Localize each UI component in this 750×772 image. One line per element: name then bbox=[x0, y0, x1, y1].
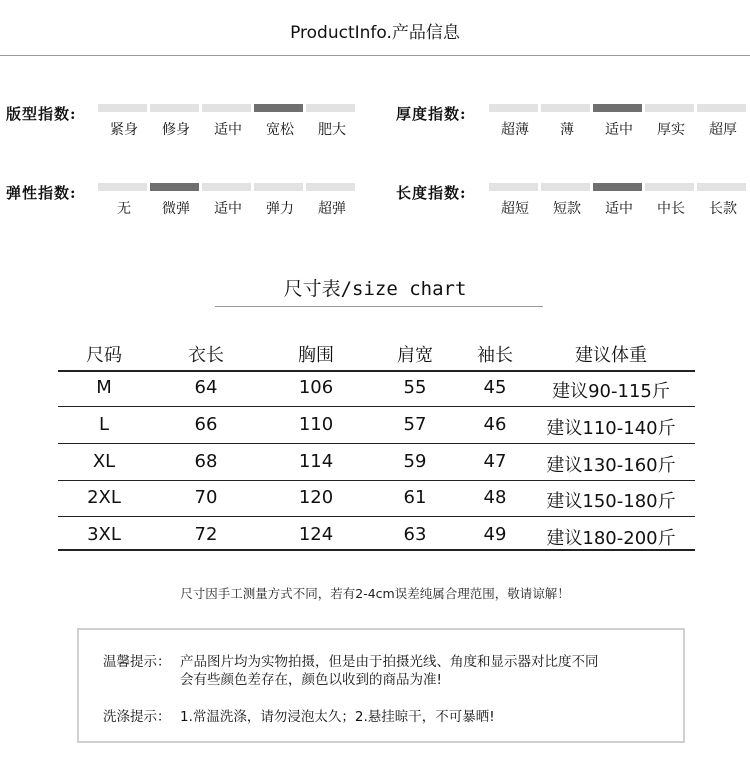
page-title: ProductInfo.产品信息 bbox=[290, 23, 460, 43]
elasticity-index-label: 弹性指数: bbox=[6, 184, 77, 202]
table-cell-size: 2XL bbox=[87, 487, 121, 508]
table-cell: 120 bbox=[298, 487, 334, 508]
fit-segment-3 bbox=[202, 104, 251, 112]
table-cell-weight: 建议180-200斤 bbox=[546, 528, 676, 549]
table-cell: 55 bbox=[403, 377, 427, 398]
table-cell: 114 bbox=[298, 451, 334, 472]
table-header-weight: 建议体重 bbox=[575, 345, 647, 366]
thickness-segment-4 bbox=[645, 104, 694, 112]
length-segment-3-selected bbox=[593, 183, 642, 191]
table-cell: 57 bbox=[403, 414, 427, 435]
table-cell: 66 bbox=[194, 414, 218, 435]
length-index-label: 长度指数: bbox=[396, 184, 467, 202]
table-rule bbox=[58, 370, 695, 372]
table-cell: 124 bbox=[298, 524, 334, 545]
table-cell-size: L bbox=[98, 414, 110, 435]
thickness-option-selected: 适中 bbox=[605, 122, 633, 138]
table-cell: 45 bbox=[483, 377, 507, 398]
table-rule bbox=[58, 549, 695, 551]
length-option: 中长 bbox=[657, 201, 685, 217]
thickness-option: 厚实 bbox=[657, 122, 685, 138]
fit-segment-4-selected bbox=[254, 104, 303, 112]
table-cell: 47 bbox=[483, 451, 507, 472]
thickness-segment-3-selected bbox=[593, 104, 642, 112]
table-cell: 72 bbox=[194, 524, 218, 545]
table-cell-size: M bbox=[96, 377, 112, 398]
elasticity-segment-5 bbox=[306, 183, 355, 191]
table-cell-weight: 建议130-160斤 bbox=[546, 455, 676, 476]
wash-text: 1.常温洗涤，请勿浸泡太久；2.悬挂晾干，不可暴晒! bbox=[180, 709, 495, 725]
table-header-length: 衣长 bbox=[188, 345, 224, 366]
table-cell: 48 bbox=[483, 487, 507, 508]
fit-segment-2 bbox=[150, 104, 199, 112]
table-cell-weight: 建议110-140斤 bbox=[546, 418, 676, 439]
table-header-chest: 胸围 bbox=[298, 345, 334, 366]
table-header-sleeve: 袖长 bbox=[477, 345, 513, 366]
length-option: 短款 bbox=[553, 201, 581, 217]
reminder-text-line1: 产品图片均为实物拍摄，但是由于拍摄光线、角度和显示器对比度不同 bbox=[180, 654, 599, 670]
table-cell: 49 bbox=[483, 524, 507, 545]
fit-option: 紧身 bbox=[110, 122, 138, 138]
size-chart-title-underline bbox=[215, 306, 543, 307]
thickness-segment-2 bbox=[541, 104, 590, 112]
length-segment-2 bbox=[541, 183, 590, 191]
length-option: 长款 bbox=[709, 201, 737, 217]
table-cell: 63 bbox=[403, 524, 427, 545]
elasticity-segment-1 bbox=[98, 183, 147, 191]
table-cell-weight: 建议90-115斤 bbox=[552, 381, 670, 402]
fit-option: 适中 bbox=[214, 122, 242, 138]
table-cell: 61 bbox=[403, 487, 427, 508]
elasticity-segment-4 bbox=[254, 183, 303, 191]
elasticity-segment-2-selected bbox=[150, 183, 199, 191]
table-rule bbox=[58, 516, 695, 517]
measurement-note: 尺寸因手工测量方式不同，若有2-4cm误差纯属合理范围，敬请谅解！ bbox=[180, 586, 570, 601]
table-header-size: 尺码 bbox=[86, 345, 122, 366]
header-divider bbox=[0, 55, 750, 56]
elasticity-option-selected: 微弹 bbox=[162, 201, 190, 217]
elasticity-segment-3 bbox=[202, 183, 251, 191]
table-cell-size: XL bbox=[92, 451, 116, 472]
fit-segment-5 bbox=[306, 104, 355, 112]
table-cell: 110 bbox=[298, 414, 334, 435]
table-cell-weight: 建议150-180斤 bbox=[546, 491, 676, 512]
table-cell: 46 bbox=[483, 414, 507, 435]
thickness-option: 超厚 bbox=[709, 122, 737, 138]
wash-label: 洗涤提示： bbox=[103, 709, 171, 725]
table-rule bbox=[58, 443, 695, 444]
length-segment-4 bbox=[645, 183, 694, 191]
thickness-segment-1 bbox=[489, 104, 538, 112]
elasticity-option: 无 bbox=[117, 201, 131, 217]
fit-segment-1 bbox=[98, 104, 147, 112]
length-segment-1 bbox=[489, 183, 538, 191]
fit-index-label: 版型指数: bbox=[6, 105, 77, 123]
fit-option: 修身 bbox=[162, 122, 190, 138]
elasticity-option: 适中 bbox=[214, 201, 242, 217]
elasticity-option: 超弹 bbox=[318, 201, 346, 217]
thickness-option: 薄 bbox=[560, 122, 574, 138]
fit-option-selected: 宽松 bbox=[266, 122, 294, 138]
length-option-selected: 适中 bbox=[605, 201, 633, 217]
table-rule bbox=[58, 406, 695, 407]
table-header-shoulder: 肩宽 bbox=[397, 345, 433, 366]
thickness-segment-5 bbox=[697, 104, 746, 112]
table-cell: 68 bbox=[194, 451, 218, 472]
reminder-label: 温馨提示： bbox=[103, 654, 171, 670]
table-cell: 106 bbox=[298, 377, 334, 398]
table-cell: 59 bbox=[403, 451, 427, 472]
length-option: 超短 bbox=[501, 201, 529, 217]
reminder-text-line2: 会有些颜色差存在，颜色以收到的商品为准! bbox=[180, 672, 442, 688]
elasticity-option: 弹力 bbox=[266, 201, 294, 217]
thickness-option: 超薄 bbox=[501, 122, 529, 138]
table-rule bbox=[58, 480, 695, 481]
table-cell: 64 bbox=[194, 377, 218, 398]
table-cell: 70 bbox=[194, 487, 218, 508]
fit-option: 肥大 bbox=[318, 122, 346, 138]
length-segment-5 bbox=[697, 183, 746, 191]
table-cell-size: 3XL bbox=[87, 524, 121, 545]
size-chart-title: 尺寸表/size chart bbox=[283, 278, 467, 300]
thickness-index-label: 厚度指数: bbox=[396, 105, 467, 123]
